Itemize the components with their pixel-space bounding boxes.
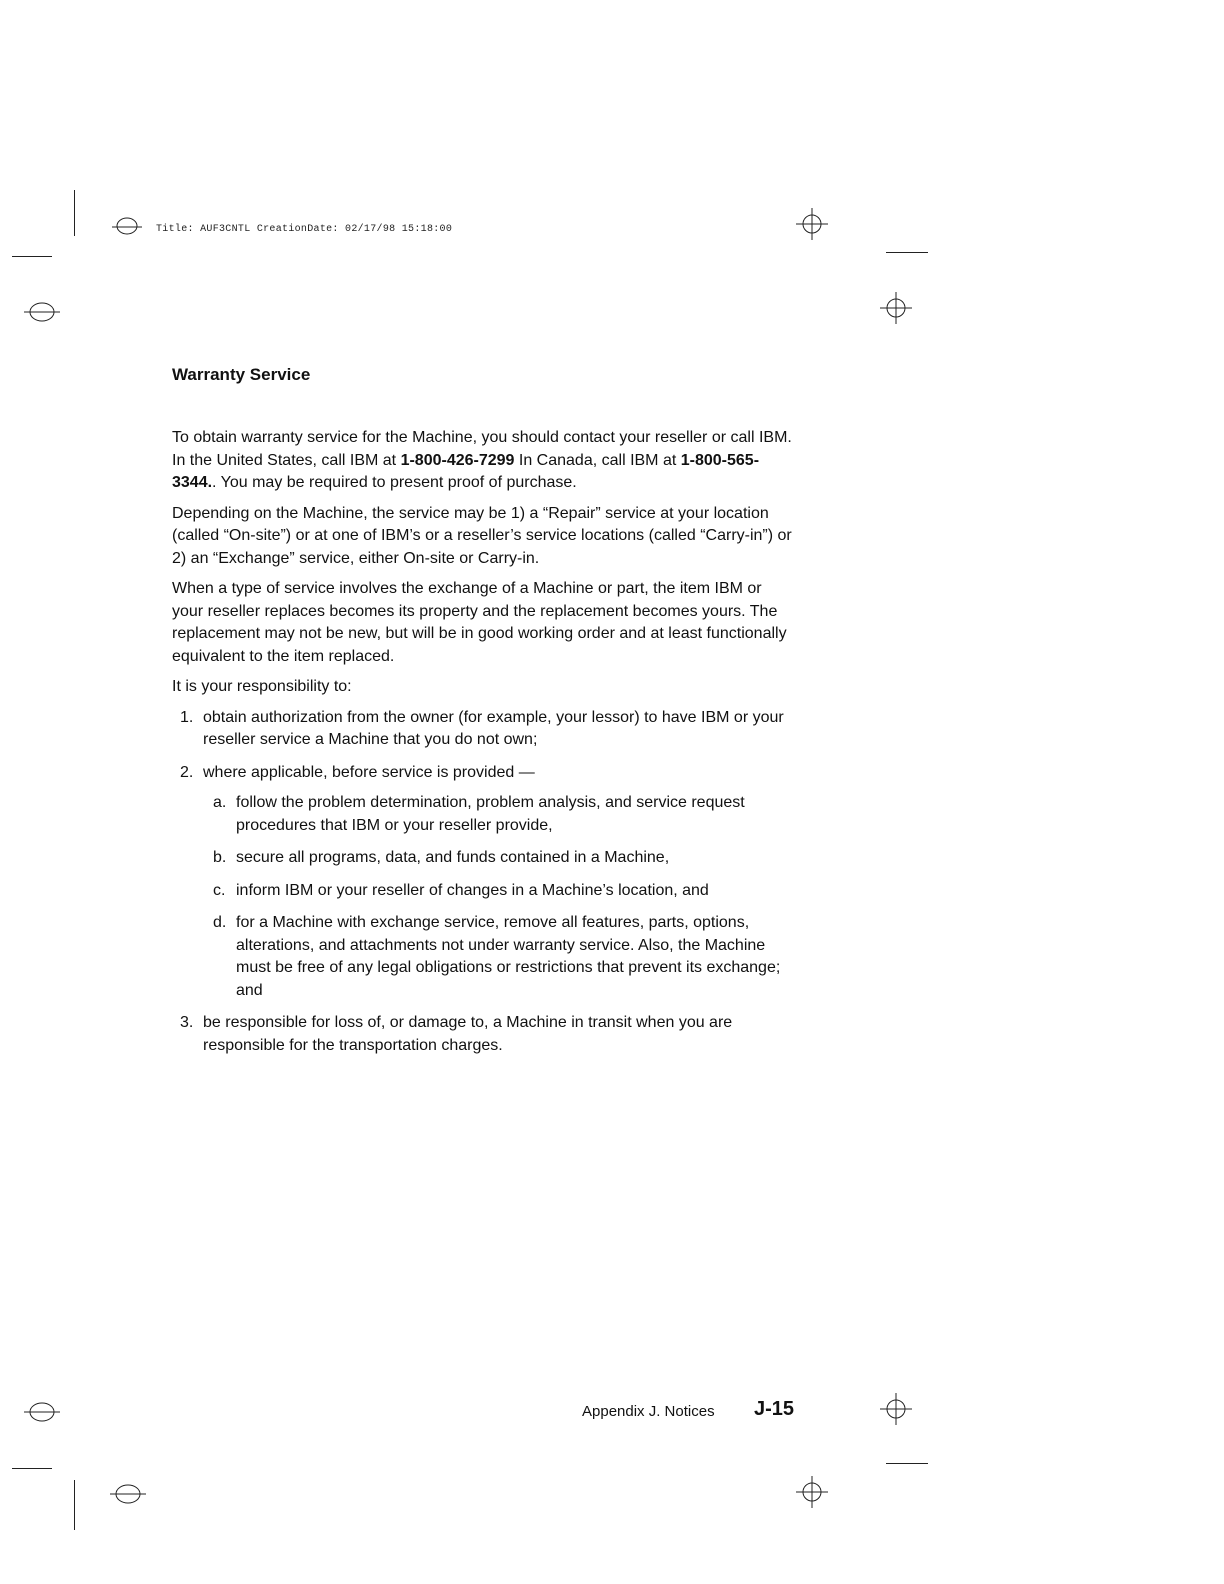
sub-list-item: [203, 847, 797, 870]
print-header-meta: Title: AUF3CNTL CreationDate: 02/17/98 15:18:00: [156, 224, 453, 235]
registration-mark-icon: [110, 1484, 146, 1504]
list-marker: b.: [213, 849, 227, 866]
list-item: [172, 707, 797, 752]
list-marker: a.: [213, 794, 227, 811]
registration-mark-icon: [112, 216, 142, 236]
crop-mark-vertical: [74, 190, 75, 236]
list-item-text: follow the problem determination, problem analysis, and service request procedures that IBM or your reseller provide,: [236, 794, 745, 834]
sub-list-item: [203, 880, 797, 903]
crop-mark-horizontal: [886, 1463, 928, 1464]
crop-mark-horizontal: [886, 252, 928, 253]
us-phone-number: 1-800-426-7299: [400, 451, 515, 469]
section-body: [172, 427, 797, 1067]
sub-list-item: [203, 792, 797, 837]
list-item: [172, 1012, 797, 1057]
registration-mark-icon: [880, 1393, 912, 1425]
list-item-text: obtain authorization from the owner (for example, your lessor) to have IBM or your reseller service a Machine that you do not own;: [203, 708, 784, 748]
sub-list: [203, 792, 797, 1002]
list-item: [172, 762, 797, 1003]
list-marker: c.: [213, 881, 226, 899]
crop-mark-horizontal: [12, 256, 52, 257]
list-marker: 2.: [180, 763, 194, 781]
paragraph: It is your responsibility to:: [172, 678, 352, 695]
footer-section-label: Appendix J. Notices: [582, 1403, 715, 1420]
list-marker: 3.: [180, 1014, 194, 1031]
registration-mark-icon: [880, 292, 912, 324]
registration-mark-icon: [796, 208, 828, 240]
registration-mark-icon: [24, 1402, 60, 1422]
list-marker: 1.: [180, 708, 194, 726]
crop-mark-vertical: [74, 1480, 75, 1530]
crop-mark-horizontal: [12, 1468, 52, 1469]
list-item-text: be responsible for loss of, or damage to, a Machine in transit when you are responsible for the transportation charges.: [203, 1014, 733, 1054]
list-marker: d.: [213, 914, 227, 931]
page-number: J-15: [754, 1398, 795, 1420]
list-item-text: secure all programs, data, and funds contained in a Machine,: [236, 849, 670, 866]
paragraph: When a type of service involves the exchange of a Machine or part, the item IBM or your reseller replaces becomes its property and the replacement becomes yours. The replacement may not be new, but will be in good working order and at least functionally equivalent to the item replaced.: [172, 580, 787, 665]
section-heading: Warranty Service: [172, 365, 311, 384]
paragraph: Depending on the Machine, the service may be 1) a “Repair” service at your location (called “On-site”) or at one of IBM’s or a reseller’s service locations (called “Carry-in”) or 2) an “Exchange” service, either On-site or Carry-in.: [172, 504, 792, 567]
canada-phone-number: 1-800-565-3344.: [172, 451, 760, 491]
responsibility-list: [172, 707, 797, 1058]
paragraph: To obtain warranty service for the Machine, you should contact your reseller or call IBM. In the United States, call IBM at 1-800-426-7299 In Canada, call IBM at 1-800-565-3344.. You may be required to present proof of purchase.: [172, 429, 792, 491]
sub-list-item: [203, 912, 797, 1002]
registration-mark-icon: [24, 302, 60, 322]
list-item-text: for a Machine with exchange service, remove all features, parts, options, alterations, and attachments not under warranty service. Also, the Machine must be free of any legal obligations or restrictions that prevent its exchange; and: [236, 914, 781, 999]
registration-mark-icon: [796, 1476, 828, 1508]
list-item-text: where applicable, before service is provided —: [203, 763, 535, 781]
list-item-text: inform IBM or your reseller of changes in a Machine’s location, and: [236, 881, 709, 899]
